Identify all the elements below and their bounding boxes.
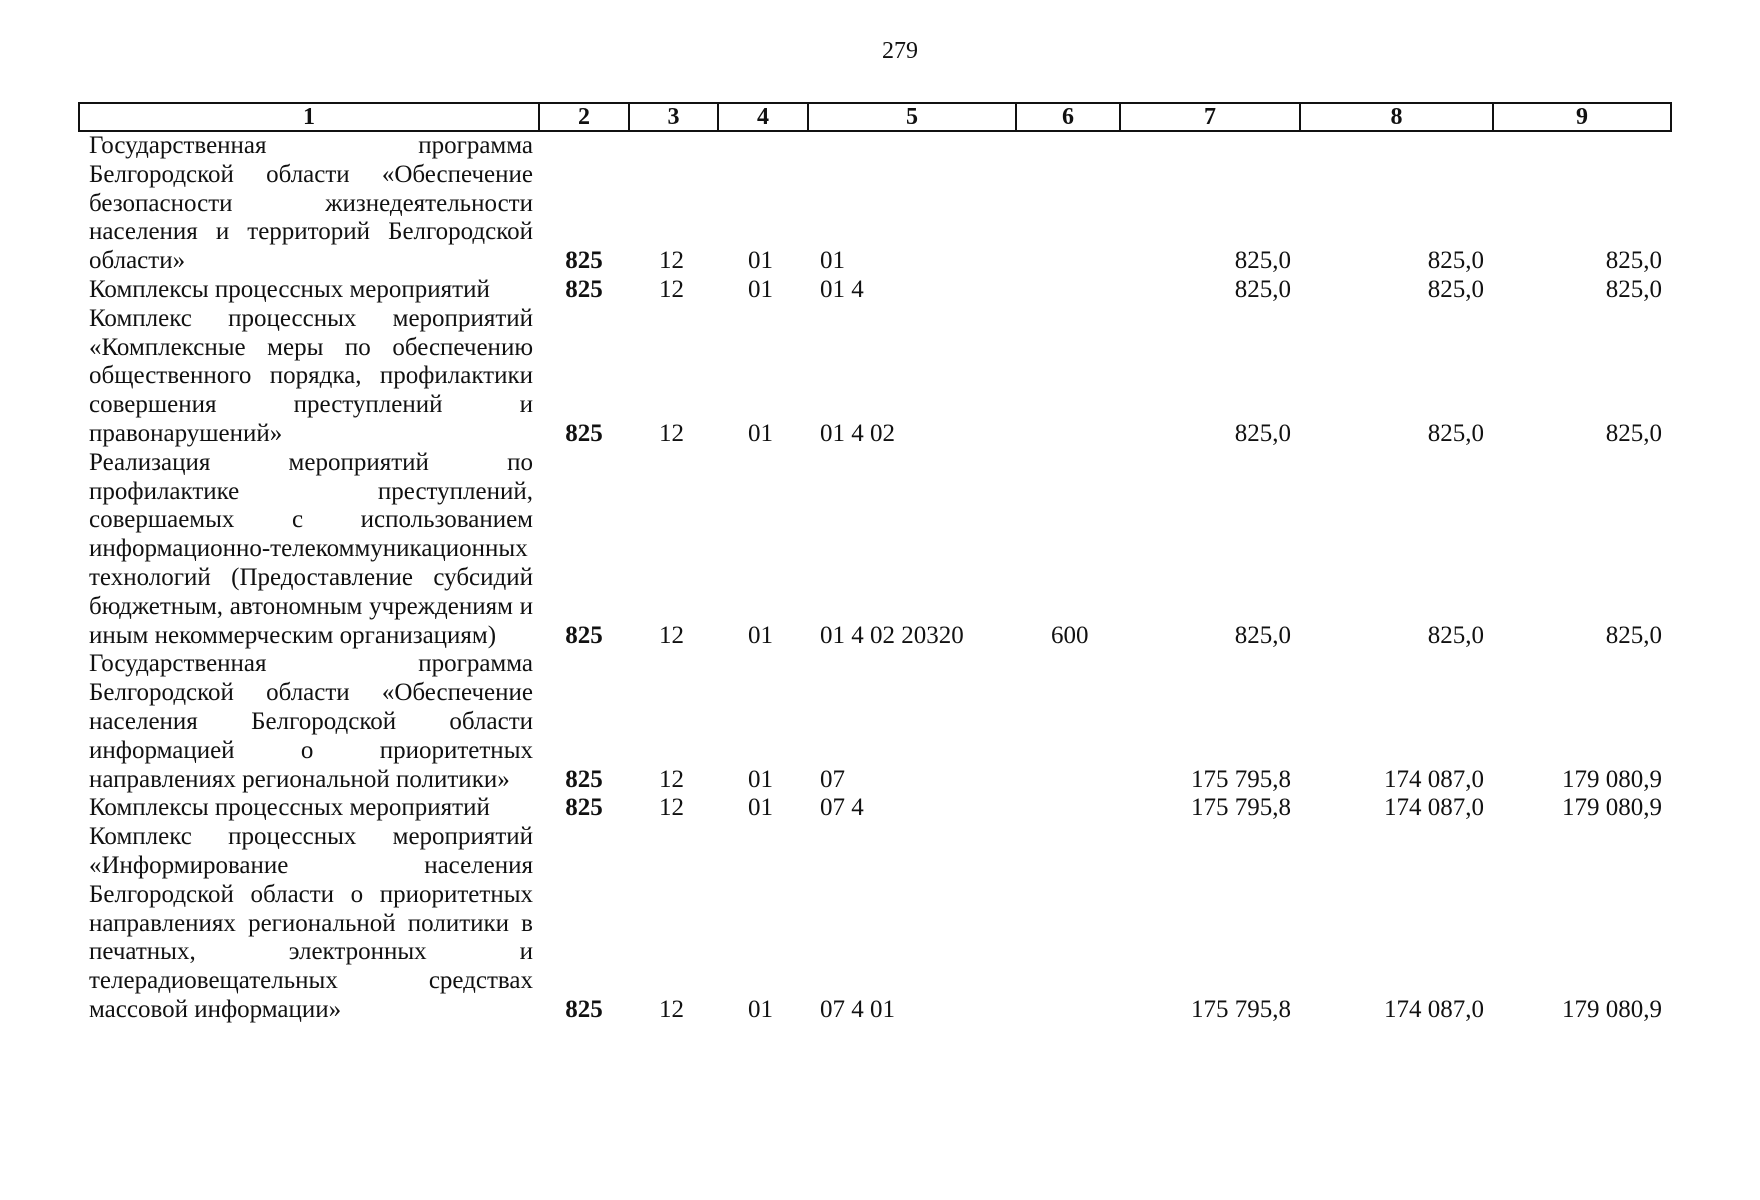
row-section: 12 xyxy=(659,621,684,649)
row-section: 12 xyxy=(659,765,684,793)
page-number: 279 xyxy=(882,38,918,64)
row-section: 12 xyxy=(659,794,684,822)
budget-table xyxy=(78,102,1672,1025)
table-row xyxy=(79,650,1671,794)
column-header-7: 7 xyxy=(1120,103,1300,131)
row-subsection: 01 xyxy=(748,765,773,793)
row-amount-col9: 179 080,9 xyxy=(1562,794,1662,822)
row-amount-col7: 175 795,8 xyxy=(1191,995,1291,1023)
row-amount-col8: 174 087,0 xyxy=(1384,995,1484,1023)
row-gov-code: 825 xyxy=(565,995,603,1023)
column-header-9: 9 xyxy=(1493,103,1671,131)
row-amount-col9: 179 080,9 xyxy=(1562,765,1662,793)
row-name: Государственная программа Белгородской области «Обеспечение населения Белгородской области информацией о приоритетных направлениях региональной политики» xyxy=(89,650,533,793)
row-amount-col7: 825,0 xyxy=(1234,621,1291,649)
row-amount-col8: 825,0 xyxy=(1427,621,1484,649)
row-amount-col9: 825,0 xyxy=(1605,247,1662,275)
column-header-8: 8 xyxy=(1300,103,1493,131)
row-amount-col7: 825,0 xyxy=(1234,275,1291,303)
table-header-row xyxy=(79,103,1671,131)
table-row xyxy=(79,449,1671,651)
column-header-5: 5 xyxy=(808,103,1016,131)
row-gov-code: 825 xyxy=(565,794,603,822)
column-header-6: 6 xyxy=(1016,103,1120,131)
row-target-code: 01 4 02 20320 xyxy=(820,621,964,649)
row-amount-col8: 174 087,0 xyxy=(1384,765,1484,793)
column-header-4: 4 xyxy=(718,103,808,131)
row-subsection: 01 xyxy=(748,995,773,1023)
row-name: Комплекс процессных мероприятий «Комплексные меры по обеспечению общественного порядка, профилактики совершения преступлений и правонарушений» xyxy=(89,304,533,447)
row-target-code: 07 4 01 xyxy=(820,995,895,1023)
row-gov-code: 825 xyxy=(565,275,603,303)
row-amount-col9: 179 080,9 xyxy=(1562,995,1662,1023)
row-name: Комплекс процессных мероприятий «Информирование населения Белгородской области о приоритетных направлениях региональной политики в печатных, электронных и телерадиовещательных средствах массовой информации» xyxy=(89,823,533,1023)
row-subsection: 01 xyxy=(748,247,773,275)
column-header-2: 2 xyxy=(539,103,629,131)
table-row xyxy=(79,305,1671,449)
row-expense-type: 600 xyxy=(1051,621,1089,649)
row-amount-col7: 175 795,8 xyxy=(1191,794,1291,822)
row-name: Комплексы процессных мероприятий xyxy=(89,275,490,303)
row-amount-col7: 825,0 xyxy=(1234,419,1291,447)
row-gov-code: 825 xyxy=(565,765,603,793)
table-row xyxy=(79,276,1671,305)
row-subsection: 01 xyxy=(748,275,773,303)
row-target-code: 07 xyxy=(820,765,845,793)
row-section: 12 xyxy=(659,995,684,1023)
row-name: Комплексы процессных мероприятий xyxy=(89,794,490,822)
row-gov-code: 825 xyxy=(565,247,603,275)
row-target-code: 07 4 xyxy=(820,794,864,822)
row-amount-col9: 825,0 xyxy=(1605,275,1662,303)
row-target-code: 01 4 xyxy=(820,275,864,303)
row-section: 12 xyxy=(659,247,684,275)
row-amount-col8: 825,0 xyxy=(1427,419,1484,447)
row-expense-type xyxy=(1016,276,1120,305)
row-target-code: 01 xyxy=(820,247,845,275)
row-subsection: 01 xyxy=(748,419,773,447)
row-name: Реализация мероприятий по профилактике преступлений, совершаемых с использованием информационно-телекоммуникационных технологий (Предоставление субсидий бюджетным, автономным учреждениям и иным некоммерческим организациям) xyxy=(89,448,533,649)
row-name: Государственная программа Белгородской области «Обеспечение безопасности жизнедеятельности населения и территорий Белгородской области» xyxy=(89,132,533,275)
column-header-3: 3 xyxy=(629,103,718,131)
row-amount-col9: 825,0 xyxy=(1605,621,1662,649)
row-amount-col8: 825,0 xyxy=(1427,247,1484,275)
row-expense-type xyxy=(1016,823,1120,1025)
row-gov-code: 825 xyxy=(565,621,603,649)
row-subsection: 01 xyxy=(748,794,773,822)
row-amount-col7: 825,0 xyxy=(1234,247,1291,275)
row-amount-col7: 175 795,8 xyxy=(1191,765,1291,793)
row-expense-type xyxy=(1016,131,1120,276)
row-subsection: 01 xyxy=(748,621,773,649)
table-row xyxy=(79,823,1671,1025)
row-expense-type xyxy=(1016,794,1120,823)
row-expense-type xyxy=(1016,650,1120,794)
table-row xyxy=(79,131,1671,276)
row-target-code: 01 4 02 xyxy=(820,419,895,447)
row-section: 12 xyxy=(659,419,684,447)
row-amount-col8: 174 087,0 xyxy=(1384,794,1484,822)
column-header-1: 1 xyxy=(79,103,539,131)
row-gov-code: 825 xyxy=(565,419,603,447)
row-expense-type xyxy=(1016,305,1120,449)
row-section: 12 xyxy=(659,275,684,303)
row-amount-col9: 825,0 xyxy=(1605,419,1662,447)
table-row xyxy=(79,794,1671,823)
row-amount-col8: 825,0 xyxy=(1427,275,1484,303)
